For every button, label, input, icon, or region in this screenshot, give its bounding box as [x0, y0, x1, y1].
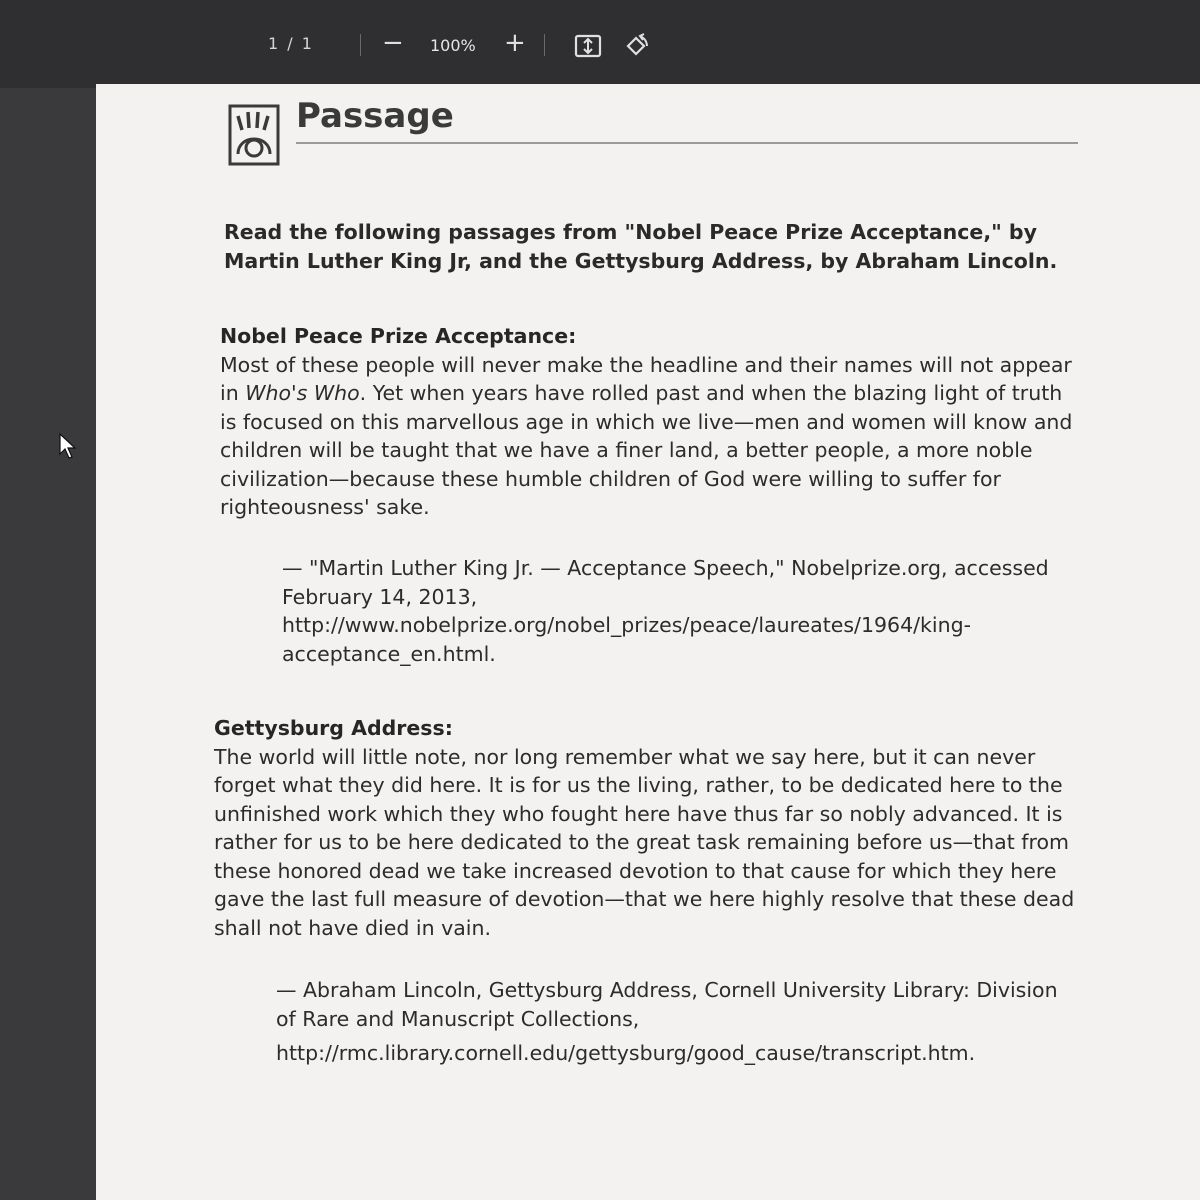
passage-line: forget what they did here. It is for us the living, rather, to be dedicated here to the — [214, 773, 1063, 797]
page-title: Passage — [296, 96, 454, 136]
passage-text: . Yet when years have rolled past and when the blazing light of truth — [359, 381, 1063, 405]
citation-line: February 14, 2013, — [282, 584, 478, 609]
passage-line: children will be taught that we have a finer land, a better people, a more noble — [220, 438, 1033, 462]
passage-line: shall not have died in vain. — [214, 915, 492, 940]
gettysburg-passage — [214, 714, 1076, 942]
citation-line: — Abraham Lincoln, Gettysburg Address, Cornell University Library: Division — [276, 978, 1058, 1002]
passage-line: unfinished work which they who fought here have thus far so nobly advanced. It is — [214, 801, 1063, 826]
zoom-in-button[interactable]: + — [504, 28, 526, 58]
fit-page-icon[interactable] — [574, 32, 602, 60]
document-page — [96, 84, 1200, 1200]
toolbar-divider — [360, 34, 361, 56]
citation-line: of Rare and Manuscript Collections, — [276, 1006, 640, 1031]
passage-line — [220, 379, 1082, 408]
citation-line: — "Martin Luther King Jr. — Acceptance Speech," Nobelprize.org, accessed — [282, 556, 1049, 580]
title-divider — [296, 142, 1078, 144]
section-heading: Gettysburg Address: — [214, 716, 453, 740]
passage-line: is focused on this marvellous age in which we live—men and women will know and — [220, 409, 1073, 434]
italic-title: Who's Who — [245, 381, 360, 405]
passage-line: rather for us to be here dedicated to the great task remaining before us—that from — [214, 830, 1069, 854]
rotate-icon[interactable] — [622, 32, 650, 60]
nobel-passage — [220, 322, 1082, 522]
passage-line: gave the last full measure of devotion—that we here highly resolve that these dead — [214, 887, 1075, 911]
citation-link[interactable]: http://rmc.library.cornell.edu/gettysburg/good_cause/transcript.htm. — [276, 1041, 976, 1065]
intro-text — [224, 218, 1064, 276]
passage-line: these honored dead we take increased devotion to that cause for which they here — [214, 858, 1057, 883]
nobel-citation — [282, 554, 1072, 668]
intro-line: Martin Luther King Jr, and the Gettysburg Address, by Abraham Lincoln. — [224, 249, 1058, 273]
gettysburg-citation — [276, 976, 1066, 1068]
passage-logo-icon — [228, 104, 280, 166]
zoom-out-button[interactable]: − — [382, 28, 404, 58]
passage-line: Most of these people will never make the headline and their names will not appear — [220, 352, 1072, 377]
citation-link[interactable]: http://www.nobelprize.org/nobel_prizes/peace/laureates/1964/king- — [282, 613, 972, 637]
section-heading: Nobel Peace Prize Acceptance: — [220, 324, 577, 348]
mouse-pointer-icon — [58, 432, 78, 460]
intro-line: Read the following passages from "Nobel Peace Prize Acceptance," by — [224, 220, 1037, 244]
passage-line: civilization—because these humble children of God were willing to suffer for — [220, 466, 1001, 491]
passage-line: righteousness' sake. — [220, 495, 430, 519]
page-indicator[interactable]: 1 / 1 — [268, 34, 314, 53]
zoom-level[interactable]: 100% — [430, 36, 476, 55]
viewer-background — [0, 88, 96, 1200]
toolbar-divider — [544, 34, 545, 56]
citation-link[interactable]: acceptance_en.html. — [282, 641, 496, 666]
passage-line: The world will little note, nor long remember what we say here, but it can never — [214, 744, 1036, 769]
pdf-toolbar — [0, 0, 1200, 88]
passage-text: in — [220, 381, 246, 405]
